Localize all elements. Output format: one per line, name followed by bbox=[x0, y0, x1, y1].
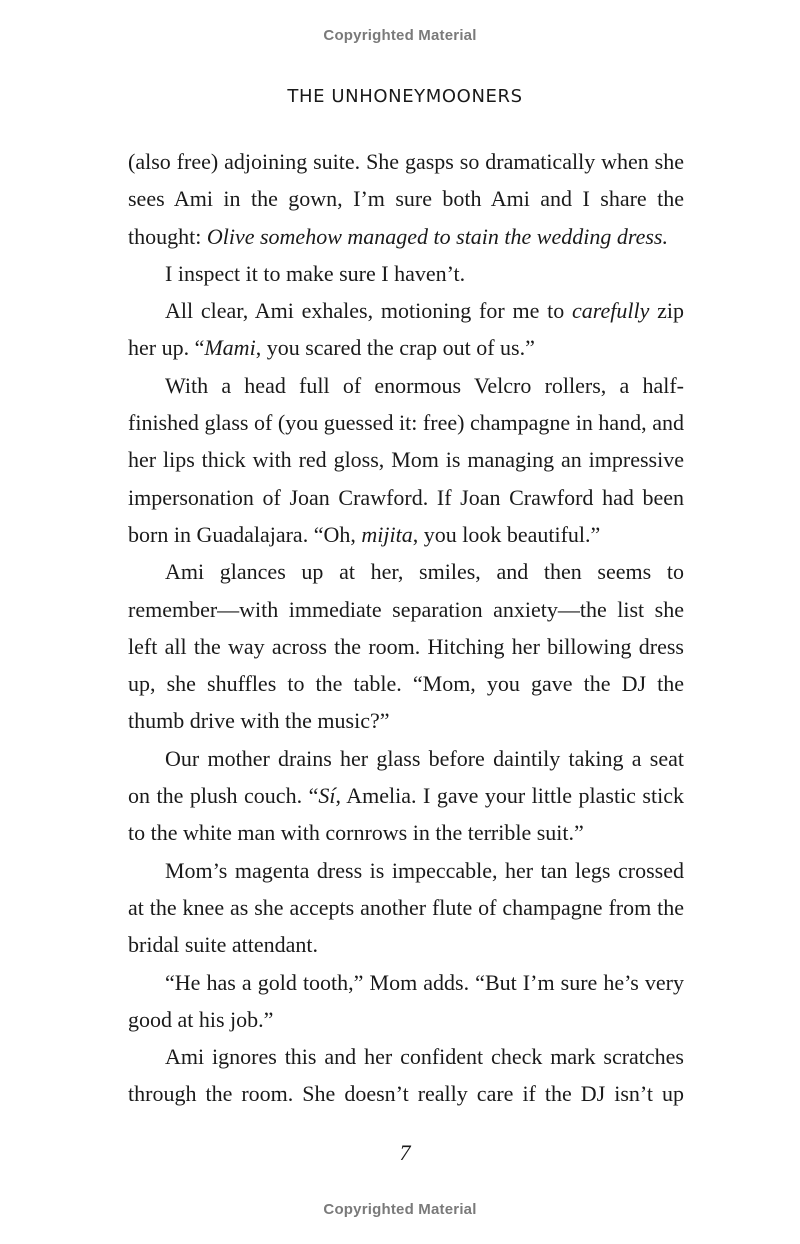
paragraph-8: “He has a gold tooth,” Mom adds. “But I’m sure he’s very good at his job.” bbox=[128, 969, 684, 1032]
paragraph-1 bbox=[128, 143, 684, 255]
paragraph-7: Mom’s magenta dress is impeccable, her tan legs crossed at the knee as she accepts another flute of champagne from the bridal suite attendant. bbox=[128, 857, 684, 958]
paragraph-3-italic-b: Mami bbox=[204, 335, 256, 361]
paragraph-4 bbox=[128, 367, 684, 553]
paragraph-3-text-a: All clear, Ami exhales, motioning for me to bbox=[165, 298, 572, 324]
running-head-title: THE UNHONEYMOONERS bbox=[287, 86, 523, 107]
paragraph-3-italic-a: carefully bbox=[571, 298, 650, 324]
paragraph-1-italic: Olive somehow managed to stain the wedding dress. bbox=[206, 223, 668, 249]
paragraph-5: Ami glances up at her, smiles, and then seems to remember—with immediate separation anxiety—the list she left all the way across the room. Hitching her billowing dress up, she shuffles to the table. “Mom, you gave the DJ the thumb drive with the music?” bbox=[128, 559, 684, 734]
body-text bbox=[128, 143, 684, 1113]
paragraph-4-text-b: , you look beautiful.” bbox=[412, 521, 601, 547]
paragraph-2: I inspect it to make sure I haven’t. bbox=[165, 260, 466, 286]
paragraph-6-text-a: Our mother drains her glass before daintily taking a seat on the plush couch. “ bbox=[128, 745, 684, 809]
page-number: 7 bbox=[399, 1140, 411, 1165]
paragraph-6-text-b: , Amelia. I gave your little plastic stick to the white man with cornrows in the terrible suit.” bbox=[128, 783, 684, 846]
paragraph-3-text-b: zip her up. “ bbox=[128, 298, 684, 361]
paragraph-3 bbox=[128, 292, 684, 367]
paragraph-4-text-a: With a head full of enormous Velcro rollers, a half-finished glass of (you guessed it: free) champagne in hand, and her lips thick with red gloss, Mom is managing an impressive impersonation of Joan Crawford. If Joan Crawford had been born in Guadalajara. “Oh, bbox=[128, 372, 684, 547]
paragraph-6 bbox=[128, 740, 684, 852]
paragraph-4-italic: mijita bbox=[361, 521, 413, 547]
paragraph-9: Ami ignores this and her confident check mark scratches through the room. She doesn’t really care if the DJ isn’t up bbox=[128, 1044, 684, 1107]
paragraph-1-text: (also free) adjoining suite. She gasps so dramatically when she sees Ami in the gown, I’m sure both Ami and I share the thought: bbox=[128, 149, 684, 249]
paragraph-3-text-c: , you scared the crap out of us.” bbox=[255, 335, 535, 361]
paragraph-6-italic: Sí bbox=[318, 783, 336, 809]
copyright-watermark-top: Copyrighted Material bbox=[323, 27, 477, 44]
copyright-watermark-bottom: Copyrighted Material bbox=[323, 1201, 477, 1218]
